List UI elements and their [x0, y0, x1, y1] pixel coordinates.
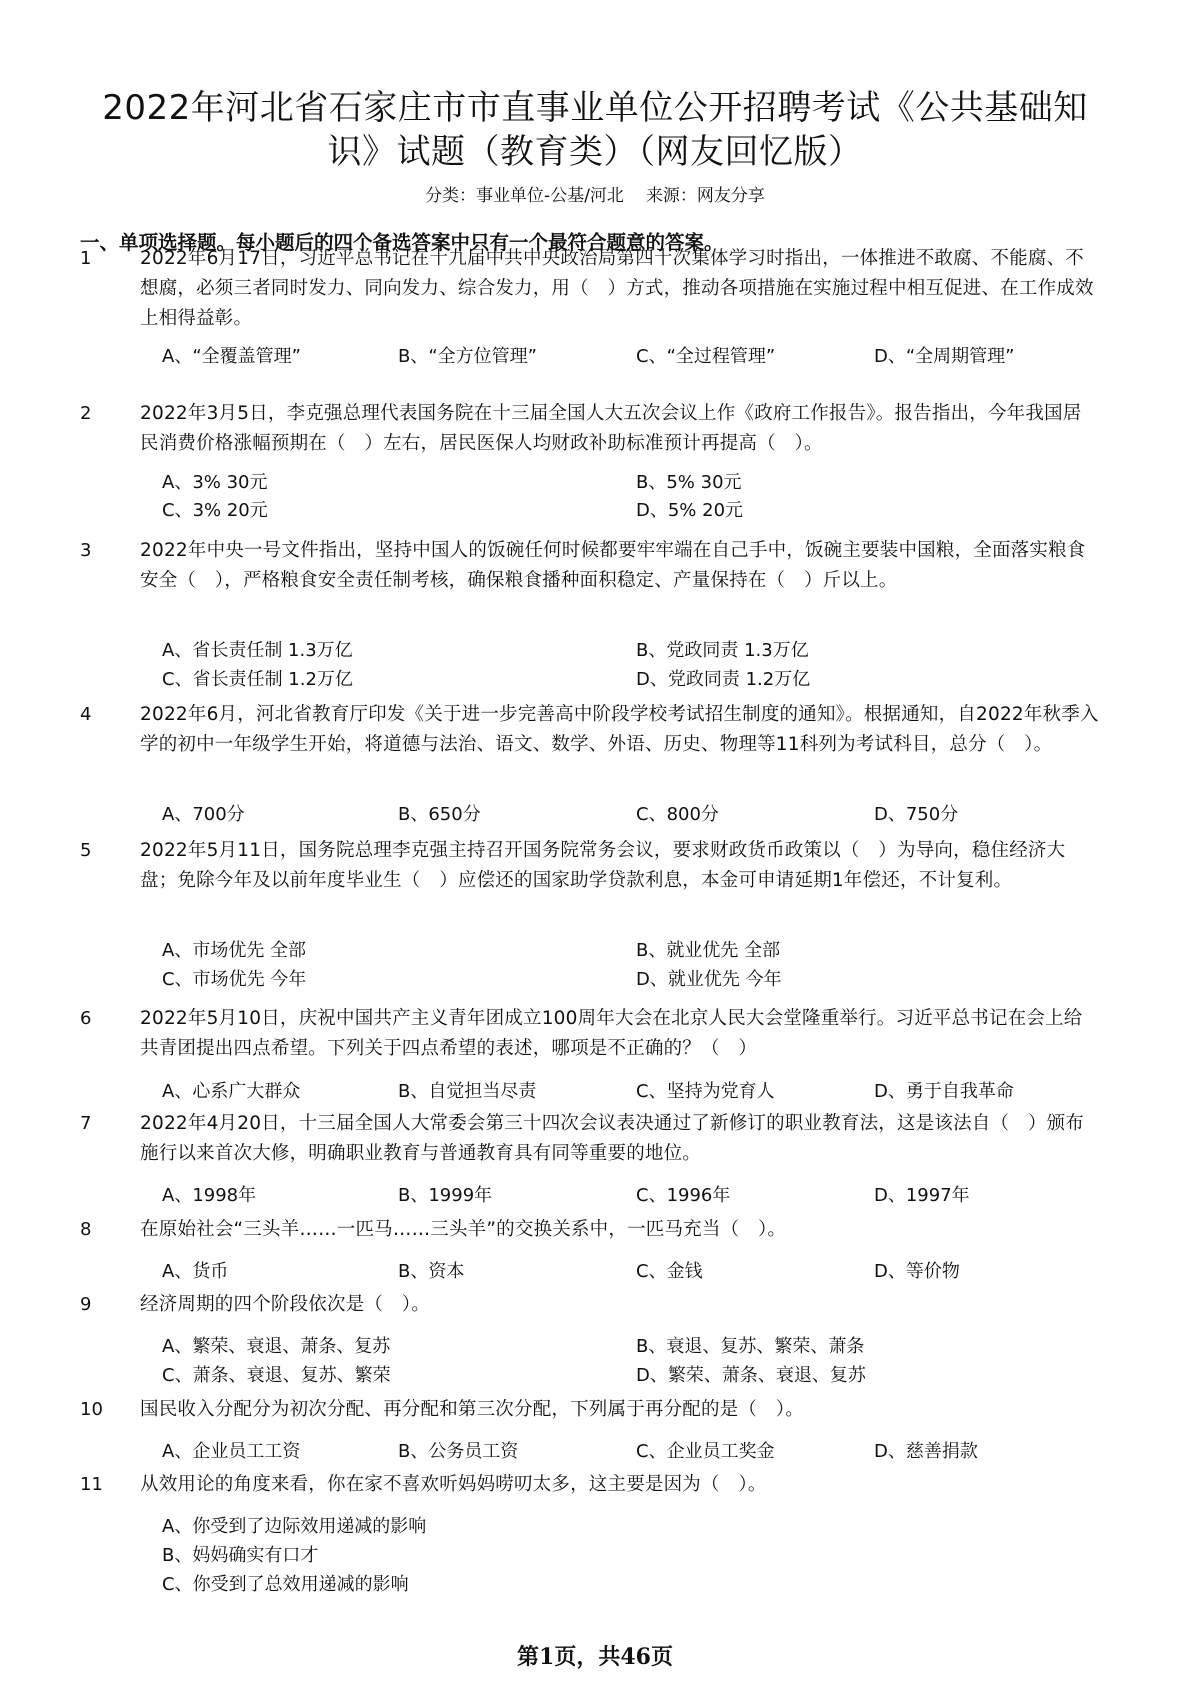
option-c: C、“全过程管理”: [636, 346, 776, 367]
section-heading: 一、单项选择题。每小题后的四个备选答案中只有一个最符合题意的答案。: [80, 231, 724, 254]
question-text: 在原始社会“三头羊……一匹马……三头羊”的交换关系中，一匹马充当（ ）。: [140, 1219, 787, 1240]
question-text: 2022年5月10日，庆祝中国共产主义青年团成立100周年大会在北京人民大会堂隆重举行。习近平总书记在会上给共青团提出四点希望。下列关于四点希望的表述，哪项是不正确的？（ ）: [140, 1008, 1083, 1059]
title-line-2: 识》试题（教育类）（网友回忆版）: [327, 132, 863, 172]
question-text: 2022年6月，河北省教育厅印发《关于进一步完善高中阶段学校考试招生制度的通知》。根据通知，自2022年秋季入学的初中一年级学生开始，将道德与法治、语文、数学、外语、历史、物理等11科列为考试科目，总分（ ）。: [140, 704, 1099, 755]
question-text: 2022年中央一号文件指出，坚持中国人的饭碗任何时候都要牢牢端在自己手中，饭碗主要装中国粮，全面落实粮食安全（ ），严格粮食安全责任制考核，确保粮食播种面积稳定、产量保持在（ ）斤以上。: [140, 540, 1086, 591]
option-d: D、党政同责 1.2万亿: [636, 669, 811, 690]
question-number: 10: [80, 1399, 103, 1420]
page-footer: 第1页，共46页: [517, 1644, 673, 1670]
option-c: C、省长责任制 1.2万亿: [162, 669, 353, 690]
option-d: D、1997年: [874, 1185, 970, 1206]
option-c: C、你受到了总效用递减的影响: [162, 1574, 409, 1595]
option-c: C、企业员工奖金: [636, 1441, 775, 1462]
option-a: A、3% 30元: [162, 472, 268, 493]
option-b: B、“全方位管理”: [398, 346, 537, 367]
option-a: A、货币: [162, 1261, 229, 1282]
option-b: B、自觉担当尽责: [398, 1081, 537, 1102]
option-d: D、“全周期管理”: [874, 346, 1015, 367]
option-d: D、繁荣、萧条、衰退、复苏: [636, 1365, 866, 1386]
option-b: B、就业优先 全部: [636, 940, 781, 961]
question-number: 8: [80, 1219, 92, 1240]
question-text: 2022年5月11日，国务院总理李克强主持召开国务院常务会议，要求财政货币政策以（ ）为导向，稳住经济大盘；免除今年及以前年度毕业生（ ）应偿还的国家助学贷款利息，本金可申请延期1年偿还，不计复利。: [140, 840, 1066, 891]
option-d: D、勇于自我革命: [874, 1081, 1014, 1102]
option-d: D、750分: [874, 804, 959, 825]
option-d: D、等价物: [874, 1261, 960, 1282]
question-text: 经济周期的四个阶段依次是（ ）。: [140, 1294, 430, 1315]
option-c: C、坚持为党育人: [636, 1081, 775, 1102]
option-c: C、萧条、衰退、复苏、繁荣: [162, 1365, 391, 1386]
option-c: C、3% 20元: [162, 500, 268, 521]
option-d: D、慈善捐款: [874, 1441, 978, 1462]
question-number: 2: [80, 403, 92, 424]
option-b: B、5% 30元: [636, 472, 742, 493]
option-c: C、1996年: [636, 1185, 731, 1206]
option-b: B、妈妈确实有口才: [162, 1545, 319, 1566]
question-number: 7: [80, 1113, 92, 1134]
option-a: A、700分: [162, 804, 245, 825]
question-number: 11: [80, 1474, 103, 1495]
option-a: A、省长责任制 1.3万亿: [162, 640, 353, 661]
question-number: 3: [80, 540, 92, 561]
document-title: [60, 86, 1130, 174]
question-number: 5: [80, 840, 92, 861]
question-number: 4: [80, 704, 92, 725]
option-d: D、就业优先 今年: [636, 969, 782, 990]
option-b: B、党政同责 1.3万亿: [636, 640, 809, 661]
option-c: C、金钱: [636, 1261, 703, 1282]
category-label: 分类：事业单位-公基/河北: [425, 186, 624, 206]
question-number: 6: [80, 1008, 92, 1029]
option-b: B、1999年: [398, 1185, 493, 1206]
option-b: B、650分: [398, 804, 481, 825]
question-text: 从效用论的角度来看，你在家不喜欢听妈妈唠叨太多，这主要是因为（ ）。: [140, 1474, 767, 1495]
question-text: 国民收入分配分为初次分配、再分配和第三次分配，下列属于再分配的是（ ）。: [140, 1399, 804, 1420]
option-b: B、资本: [398, 1261, 465, 1282]
source-label: 来源：网友分享: [645, 186, 765, 206]
question-text: 2022年4月20日，十三届全国人大常委会第三十四次会议表决通过了新修订的职业教育法，这是该法自（ ）颁布施行以来首次大修，明确职业教育与普通教育具有同等重要的地位。: [140, 1113, 1084, 1164]
option-c: C、市场优先 今年: [162, 969, 307, 990]
question-number: 9: [80, 1294, 92, 1315]
option-a: A、繁荣、衰退、萧条、复苏: [162, 1336, 391, 1357]
option-d: D、5% 20元: [636, 500, 744, 521]
title-line-1: 2022年河北省石家庄市市直事业单位公开招聘考试《公共基础知: [102, 88, 1088, 128]
option-b: B、衰退、复苏、繁荣、萧条: [636, 1336, 865, 1357]
option-a: A、1998年: [162, 1185, 257, 1206]
option-a: A、心系广大群众: [162, 1081, 301, 1102]
option-a: A、企业员工工资: [162, 1441, 301, 1462]
question-text: 2022年3月5日，李克强总理代表国务院在十三届全国人大五次会议上作《政府工作报告》。报告指出，今年我国居民消费价格涨幅预期在（ ）左右，居民医保人均财政补助标准预计再提高（ ）。: [140, 403, 1082, 454]
question-text: 2022年6月17日，习近平总书记在十九届中共中央政治局第四十次集体学习时指出，一体推进不敢腐、不能腐、不想腐，必须三者同时发力、同向发力、综合发力，用（ ）方式，推动各项措施在实施过程中相互促进、在工作成效上相得益彰。: [140, 248, 1094, 329]
option-b: B、公务员工资: [398, 1441, 519, 1462]
option-a: A、你受到了边际效用递减的影响: [162, 1516, 427, 1537]
question-number: 1: [80, 248, 92, 269]
option-c: C、800分: [636, 804, 719, 825]
option-a: A、“全覆盖管理”: [162, 346, 301, 367]
document-meta: [0, 184, 1190, 208]
option-a: A、市场优先 全部: [162, 940, 307, 961]
